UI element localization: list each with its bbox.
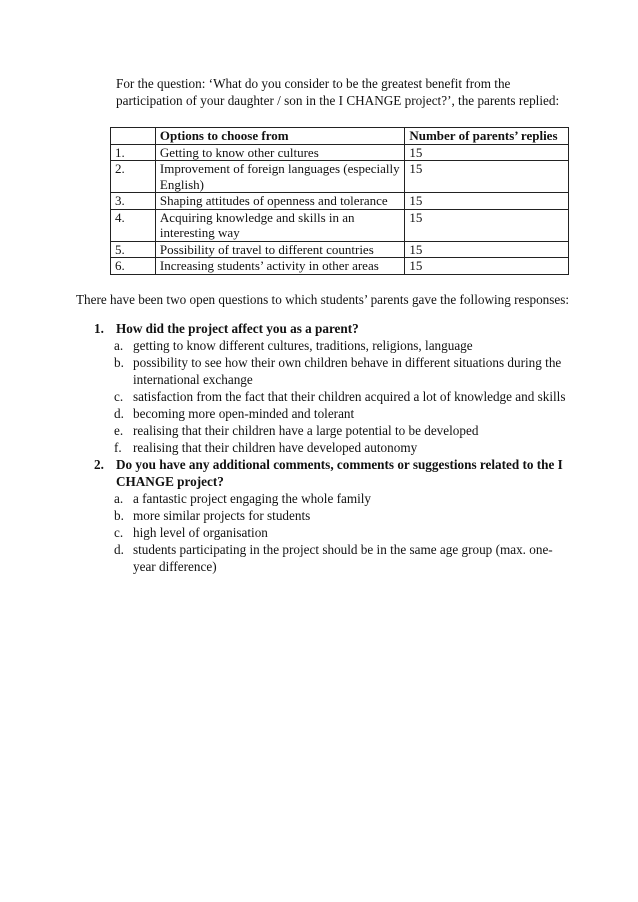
table-row (111, 209, 569, 241)
row-option: Possibility of travel to different countries (155, 241, 404, 258)
answer-letter: f. (114, 440, 122, 455)
row-option: Increasing students’ activity in other areas (155, 258, 404, 275)
answer-letter: d. (114, 406, 124, 421)
row-option: Shaping attitudes of openness and tolerance (155, 193, 404, 210)
table-row (111, 241, 569, 258)
row-count: 15 (405, 258, 569, 275)
answer-text: more similar projects for students (133, 508, 311, 523)
answer-letter: b. (114, 508, 124, 523)
list-item (114, 405, 574, 422)
answer-text: satisfaction from the fact that their children acquired a lot of knowledge and skills (133, 389, 566, 404)
list-item (114, 388, 574, 405)
intro-line-1: For the question: ‘What do you consider to be the greatest benefit from the (116, 76, 511, 91)
open-questions-lead: There have been two open questions to which students’ parents gave the following responses: (76, 292, 570, 307)
answer-text: a fantastic project engaging the whole family (133, 491, 372, 506)
row-count: 15 (405, 161, 569, 193)
row-number: 4. (111, 209, 156, 241)
answer-letter: e. (114, 423, 124, 438)
answer-letter: a. (114, 338, 124, 353)
answer-text: realising that their children have a large potential to be developed (133, 423, 479, 438)
intro-line-2: participation of your daughter / son in the I CHANGE project?’, the parents replied: (116, 93, 560, 108)
row-number: 5. (111, 241, 156, 258)
row-count: 15 (405, 193, 569, 210)
answer-text: getting to know different cultures, traditions, religions, language (133, 338, 473, 353)
table-row (111, 144, 569, 161)
list-item (114, 439, 574, 456)
question-number: 2. (94, 457, 104, 472)
list-item (114, 524, 574, 541)
table-row (111, 193, 569, 210)
answer-text: possibility to see how their own children behave in different situations during the international exchange (133, 355, 562, 387)
header-number (111, 128, 156, 145)
question-text: Do you have any additional comments, comments or suggestions related to the I CHANGE project? (116, 457, 563, 489)
answer-text: students participating in the project should be in the same age group (max. one-year difference) (133, 542, 553, 574)
header-options: Options to choose from (155, 128, 404, 145)
answer-text: becoming more open-minded and tolerant (133, 406, 355, 421)
answer-letter: d. (114, 542, 124, 557)
row-count: 15 (405, 209, 569, 241)
table-row (111, 161, 569, 193)
list-item (114, 337, 574, 354)
table-header-row (111, 128, 569, 145)
open-questions-list (94, 320, 574, 575)
question-number: 1. (94, 321, 104, 336)
row-count: 15 (405, 241, 569, 258)
row-option: Improvement of foreign languages (especially English) (155, 161, 404, 193)
list-item (114, 422, 574, 439)
answer-letter: a. (114, 491, 124, 506)
header-replies: Number of parents’ replies (405, 128, 569, 145)
row-number: 2. (111, 161, 156, 193)
row-number: 3. (111, 193, 156, 210)
answer-letter: c. (114, 525, 124, 540)
answer-text: realising that their children have developed autonomy (133, 440, 418, 455)
row-number: 1. (111, 144, 156, 161)
answer-letter: b. (114, 355, 124, 370)
list-item (114, 507, 574, 524)
row-option: Acquiring knowledge and skills in an interesting way (155, 209, 404, 241)
question-1 (94, 320, 574, 337)
list-item (114, 354, 574, 388)
question-2 (94, 456, 574, 490)
row-number: 6. (111, 258, 156, 275)
answer-text: high level of organisation (133, 525, 268, 540)
question-text: How did the project affect you as a parent? (116, 321, 359, 336)
table-row (111, 258, 569, 275)
list-item (114, 490, 574, 507)
list-item (114, 541, 574, 575)
options-table (110, 127, 569, 275)
answer-letter: c. (114, 389, 124, 404)
row-option: Getting to know other cultures (155, 144, 404, 161)
intro-paragraph (116, 75, 586, 109)
row-count: 15 (405, 144, 569, 161)
